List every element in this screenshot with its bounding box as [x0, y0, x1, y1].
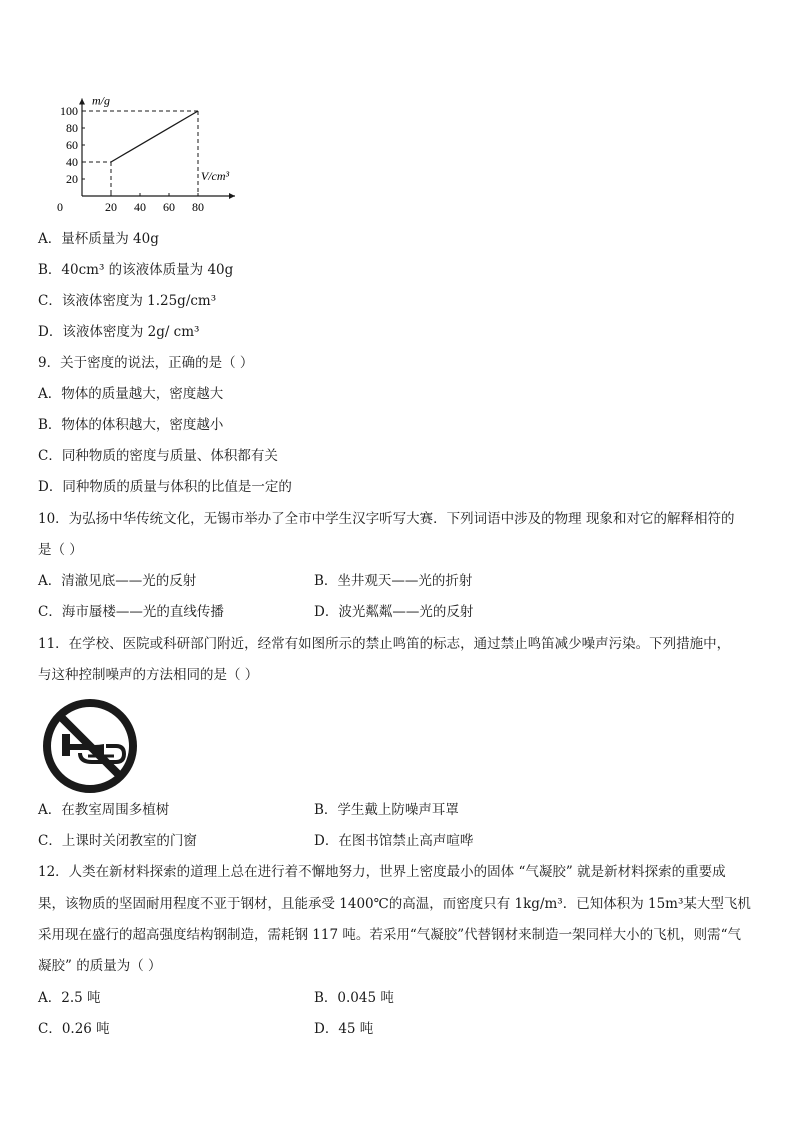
q12-option-d[interactable]: D．45 吨	[314, 1021, 374, 1037]
q10-stem-line2: 是（ ）	[38, 542, 83, 558]
q12-stem-line4: 凝胶” 的质量为（ ）	[38, 958, 162, 974]
q11-option-d[interactable]: D．在图书馆禁止高声喧哗	[314, 833, 474, 849]
no-horn-sign-icon	[40, 698, 140, 794]
q11-option-c[interactable]: C．上课时关闭教室的门窗	[38, 833, 197, 849]
q12-stem-line3: 采用现在盛行的超高强度结构钢制造，需耗钢 117 吨。若采用“气凝胶”代替钢材来制造一架同样大小的飞机，则需“气	[38, 927, 742, 943]
q9-option-d[interactable]: D．同种物质的质量与体积的比值是一定的	[38, 479, 292, 495]
q12-stem-line1: 12．人类在新材料探索的道理上总在进行着不懈地努力，世界上密度最小的固体 “气凝胶” 就是新材料探索的重要成	[38, 864, 726, 880]
x-tick-label: 40	[134, 200, 146, 214]
y-axis-arrow	[79, 99, 85, 105]
series-line	[111, 111, 198, 162]
y-axis-label: m/g	[92, 93, 110, 108]
y-tick-label: 80	[66, 121, 78, 135]
y-tick-label: 60	[66, 138, 78, 152]
q10-option-b[interactable]: B．坐井观天——光的折射	[314, 573, 473, 589]
q9-option-c[interactable]: C．同种物质的密度与质量、体积都有关	[38, 448, 278, 464]
q10-stem-line1: 10．为弘扬中华传统文化，无锡市举办了全市中学生汉字听写大赛．下列词语中涉及的物理 现象和对它的解释相符的	[38, 511, 735, 527]
x-tick-label: 0	[57, 200, 63, 214]
q12-option-b[interactable]: B．0.045 吨	[314, 990, 394, 1006]
q11-stem-line2: 与这种控制噪声的方法相同的是（ ）	[38, 667, 259, 683]
mass-volume-graph	[38, 78, 248, 218]
q8-option-d[interactable]: D．该液体密度为 2g/ cm³	[38, 324, 200, 340]
y-tick-label: 40	[66, 155, 78, 169]
q8-option-c[interactable]: C．该液体密度为 1.25g/cm³	[38, 293, 217, 309]
q9-stem: 9．关于密度的说法，正确的是（ ）	[38, 355, 254, 371]
x-axis-label: V/cm³	[200, 169, 230, 183]
q11-stem-line1: 11．在学校、医院或科研部门附近，经常有如图所示的禁止鸣笛的标志，通过禁止鸣笛减少噪声污染。下列措施中，	[38, 636, 731, 652]
q8-option-a[interactable]: A．量杯质量为 40g	[38, 231, 159, 247]
y-tick-label: 100	[60, 104, 78, 118]
x-axis-arrow	[229, 193, 235, 199]
q9-option-a[interactable]: A．物体的质量越大，密度越大	[38, 386, 224, 402]
q11-option-a[interactable]: A．在教室周围多植树	[38, 802, 170, 818]
q10-option-d[interactable]: D．波光粼粼——光的反射	[314, 604, 474, 620]
q10-option-c[interactable]: C．海市蜃楼——光的直线传播	[38, 604, 224, 620]
q10-option-a[interactable]: A．清澈见底——光的反射	[38, 573, 197, 589]
x-tick-label: 20	[105, 200, 117, 214]
y-tick-label: 20	[66, 172, 78, 186]
q12-option-c[interactable]: C．0.26 吨	[38, 1021, 110, 1037]
q8-option-b[interactable]: B．40cm³ 的该液体质量为 40g	[38, 262, 234, 278]
x-tick-label: 60	[163, 200, 175, 214]
x-tick-label: 80	[192, 200, 204, 214]
q12-option-a[interactable]: A．2.5 吨	[38, 990, 101, 1006]
q9-option-b[interactable]: B．物体的体积越大，密度越小	[38, 417, 224, 433]
q11-option-b[interactable]: B．学生戴上防噪声耳罩	[314, 802, 459, 818]
q12-stem-line2: 果，该物质的坚固耐用程度不亚于钢材，且能承受 1400℃的高温，而密度只有 1kg/m³．已知体积为 15m³某大型飞机	[38, 896, 751, 912]
